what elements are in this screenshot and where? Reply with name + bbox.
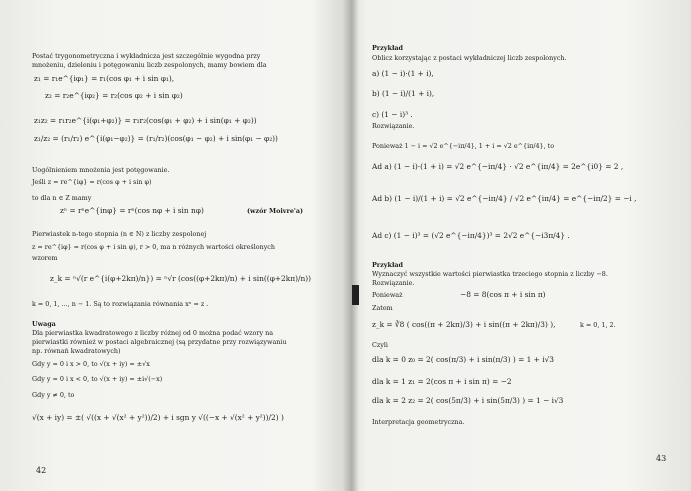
formula-z1: z₁ = r₁e^{iφ₁} = r₁(cos φ₁ + i sin φ₁), <box>34 74 175 83</box>
power-intro: Uogólnieniem mnożenia jest potęgowanie. <box>32 166 170 174</box>
solution-label-1: Rozwiązanie. <box>372 122 415 130</box>
root-range: k = 0, 1, ..., n − 1. Są to rozwiązania równania xⁿ = z . <box>32 300 209 308</box>
page-number-right: 43 <box>656 454 667 463</box>
task-a: a) (1 − i)·(1 + i), <box>372 69 434 78</box>
power-condition: Jeśli z = re^{iφ} = r(cos φ + i sin φ) <box>32 178 152 186</box>
root-k2: dla k = 2 z₂ = 2( cos(5π/3) + i sin(5π/3) ) = 1 − i√3 <box>372 396 564 405</box>
root-intro-2: z = re^{iφ} = r(cos φ + i sin φ), r > 0, ma n różnych wartości określonych <box>32 243 276 251</box>
formula-z2: z₂ = r₂e^{iφ₂} = r₂(cos φ₂ + i sin φ₂) <box>45 91 183 100</box>
formula-sqrt-algebraic: √(x + iy) = ±( √((x + √(x² + y²))/2) + i sgn y √((−x + √(x² + y²))/2) ) <box>32 413 284 422</box>
geometric-interpretation: Interpretacja geometryczna. <box>372 418 465 426</box>
solution-b: Ad b) (1 − i)/(1 + i) = √2 e^{−iπ/4} / √2 e^{iπ/4} = e^{−iπ/2} = −i , <box>372 194 637 203</box>
solution-a: Ad a) (1 − i)·(1 + i) = √2 e^{−iπ/4} · √2 e^{iπ/4} = 2e^{i0} = 2 , <box>372 162 624 171</box>
that-is-label: Czyli <box>372 341 388 349</box>
solution-label-2: Rozwiązanie. <box>372 279 415 287</box>
root-intro-1: Pierwiastek n-tego stopnia (n ∈ N) z liczby zespolonej <box>32 230 207 238</box>
task-b: b) (1 − i)/(1 + i), <box>372 89 435 98</box>
example-1-task: Oblicz korzystając z postaci wykładniczej liczb zespolonych. <box>372 54 567 62</box>
page-tab-marker <box>352 285 359 305</box>
note-line-3: np. równań kwadratowych) <box>32 347 121 355</box>
task-c: c) (1 − i)³ . <box>372 110 413 119</box>
formula-quotient: z₁/z₂ = (r₁/r₂) e^{i(φ₁−φ₂)} = (r₁/r₂)(cos(φ₁ − φ₂) + i sin(φ₁ − φ₂)) <box>34 134 278 143</box>
formula-root: z_k = ⁿ√(r e^{i(φ+2kπ)/n}) = ⁿ√r (cos((φ+2kπ)/n) + i sin((φ+2kπ)/n)) <box>50 274 311 283</box>
note-line-1: Dla pierwiastka kwadratowego z liczby różnej od 0 można podać wzory na <box>32 329 274 337</box>
formula-minus-8: −8 = 8(cos π + i sin π) <box>460 290 546 299</box>
formula-product: z₁z₂ = r₁r₂e^{i(φ₁+φ₂)} = r₁r₂(cos(φ₁ + φ₂) + i sin(φ₁ + φ₂)) <box>34 116 257 125</box>
sqrt-case-1: Gdy y = 0 i x > 0, to √(x + iy) = ±√x <box>32 360 150 368</box>
intro-line-1: Postać trygonometryczna i wykładnicza jest szczególnie wygodna przy <box>32 52 261 60</box>
root-intro-3: wzorem <box>32 254 58 262</box>
note-heading: Uwaga <box>32 320 56 328</box>
example-2-heading: Przykład <box>372 261 404 269</box>
power-domain: to dla n ∈ Z mamy <box>32 194 92 202</box>
moivre-label: (wzór Moivre'a) <box>247 207 304 215</box>
formula-moivre: zⁿ = rⁿe^{inφ} = rⁿ(cos nφ + i sin nφ) <box>60 206 204 215</box>
sqrt-case-2: Gdy y = 0 i x < 0, to √(x + iy) = ±i√(−x) <box>32 375 163 383</box>
example-1-heading: Przykład <box>372 44 404 52</box>
solution-c: Ad c) (1 − i)³ = (√2 e^{−iπ/4})³ = 2√2 e^{−i3π/4} . <box>372 231 570 240</box>
formula-zk: z_k = ∛8 ( cos((π + 2kπ)/3) + i sin((π + 2kπ)/3) ), <box>372 320 556 329</box>
intro-line-2: mnożeniu, dzieleniu i potęgowaniu liczb zespolonych, mamy bowiem dla <box>32 61 267 69</box>
page-number-left: 42 <box>36 466 47 475</box>
exponential-forms: Ponieważ 1 − i = √2 e^{−iπ/4}, 1 + i = √2 e^{iπ/4}, to <box>372 142 555 150</box>
example-2-task: Wyznaczyć wszystkie wartości pierwiastka trzeciego stopnia z liczby −8. <box>372 270 608 278</box>
sqrt-case-3: Gdy y ≠ 0, to <box>32 391 75 399</box>
root-k1: dla k = 1 z₁ = 2(cos π + i sin π) = −2 <box>372 377 512 386</box>
k-range: k = 0, 1, 2. <box>580 321 616 329</box>
since-label: Ponieważ <box>372 291 403 299</box>
root-k0: dla k = 0 z₀ = 2( cos(π/3) + i sin(π/3) ) = 1 + i√3 <box>372 355 554 364</box>
book-gutter <box>343 0 359 491</box>
thus-label: Zatem <box>372 304 393 312</box>
note-line-2: pierwiastki również w postaci algebraicznej (są przydatne przy rozwiązywaniu <box>32 338 287 346</box>
